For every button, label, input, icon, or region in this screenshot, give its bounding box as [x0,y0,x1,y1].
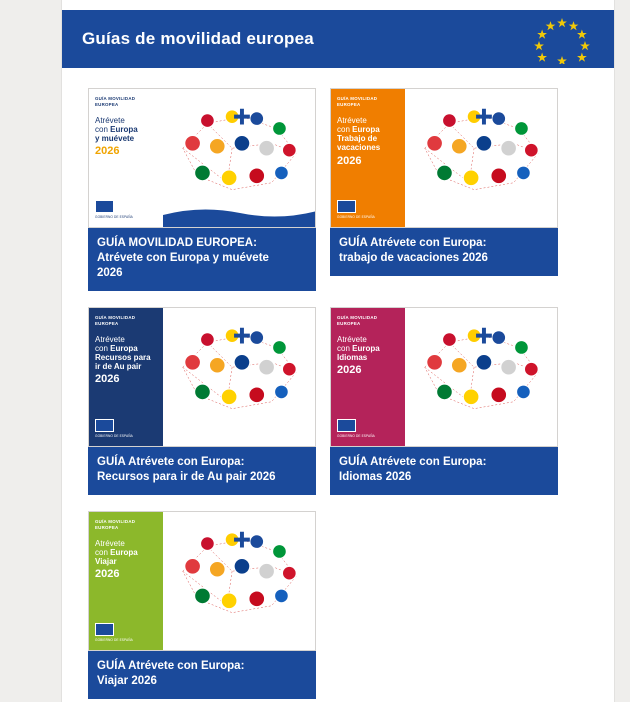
cover-illustration [163,512,315,650]
cover-year: 2026 [337,154,362,167]
content-panel [62,0,614,702]
cover-line3: Recursos para ir de Au pair [95,353,151,372]
cover-line2 [95,125,157,134]
cover-line1: Atrévete [95,334,125,344]
cover-title-panel [331,89,405,227]
caption-line: Recursos para ir de Au pair 2026 [97,470,276,483]
caption-line: GUÍA MOVILIDAD EUROPEA: [97,237,257,249]
caption-line: trabajo de vacaciones 2026 [339,251,488,264]
caption-line: GUÍA Atrévete con Europa: [339,455,487,468]
page-header [62,10,614,68]
cover-year: 2026 [95,373,120,386]
cover-title-panel [89,89,163,227]
cover-year: 2026 [337,364,362,377]
eu-flag-icon [337,419,356,432]
cover-line2-prefix: con [95,125,111,135]
cover-line2 [337,125,399,134]
guide-cover[interactable] [330,307,558,447]
cover-year: 2026 [95,145,120,158]
cover-line2-bold: Europa [110,343,138,353]
eu-flag-icon [95,200,114,213]
caption-line: GUÍA Atrévete con Europa: [339,237,487,249]
eu-flag-icon [95,623,114,636]
page-title: Guías de movilidad europea [82,29,314,48]
cover-line2-bold: Europa [110,547,138,557]
guide-cover[interactable] [88,307,316,447]
guide-cover[interactable] [88,511,316,651]
guide-card[interactable] [330,307,558,495]
caption-line: Atrévete con Europa y muévete [97,251,269,264]
guide-caption[interactable] [88,447,316,495]
logo-caption: GOBIERNO DE ESPAÑA [95,637,133,642]
cover-line2 [95,548,157,557]
logo-caption: GOBIERNO DE ESPAÑA [337,214,375,219]
eu-flag-icon [95,419,114,432]
cover-line2 [95,344,157,353]
cover-line2-bold: Europa [352,125,380,135]
guide-caption[interactable] [88,651,316,699]
guide-cover[interactable] [88,88,316,228]
cover-kicker: GUÍA MOVILIDAD EUROPEA [337,96,378,107]
cover-line2-prefix: con [337,125,353,135]
cover-line2-prefix: con [95,343,111,353]
logo-caption: GOBIERNO DE ESPAÑA [337,433,375,438]
cover-illustration [405,308,557,446]
caption-line: GUÍA Atrévete con Europa: [97,659,245,672]
caption-line: Viajar 2026 [97,674,157,687]
cover-illustration [163,308,315,446]
guide-card[interactable] [330,88,558,291]
government-logo [95,623,133,642]
cover-line1: Atrévete [337,334,367,344]
cover-title-panel [331,308,405,446]
cover-line2 [337,344,399,353]
cover-line2-bold: Europa [110,125,138,135]
logo-caption: GOBIERNO DE ESPAÑA [95,214,133,219]
logo-caption: GOBIERNO DE ESPAÑA [95,433,133,438]
cover-line2-prefix: con [337,343,353,353]
cover-kicker: GUÍA MOVILIDAD EUROPEA [95,314,136,326]
cover-line3: Trabajo de vacaciones [337,134,381,153]
cover-kicker: GUÍA MOVILIDAD EUROPEA [95,96,136,107]
cover-title-panel [89,512,163,650]
guide-card[interactable] [88,511,316,699]
government-logo [337,419,375,438]
guide-caption[interactable] [330,447,558,495]
cover-line1: Atrévete [337,115,367,125]
cover-kicker: GUÍA MOVILIDAD EUROPEA [337,314,378,326]
guide-card[interactable] [88,307,316,495]
cover-line2-prefix: con [95,547,111,557]
cover-line2-bold: Europa [352,343,380,353]
cover-line3: Viajar [95,556,117,566]
guide-cover[interactable] [330,88,558,228]
cover-title-panel [89,308,163,446]
caption-line: GUÍA Atrévete con Europa: [97,455,245,468]
government-logo [337,200,375,219]
cover-line3: Idiomas [337,353,368,363]
cover-illustration [405,89,557,227]
government-logo [95,200,133,219]
cover-year: 2026 [95,568,120,581]
guides-grid [88,88,592,699]
cover-line3: y muévete [95,134,135,144]
guide-card[interactable] [88,88,316,291]
cover-illustration [163,89,315,227]
eu-stars-icon [526,14,598,64]
guide-caption[interactable] [330,228,558,276]
caption-line: 2026 [97,266,123,279]
cover-line1: Atrévete [95,538,125,548]
cover-kicker: GUÍA MOVILIDAD EUROPEA [95,518,136,530]
cover-line1: Atrévete [95,115,125,125]
caption-line: Idiomas 2026 [339,470,412,483]
guide-caption[interactable] [88,228,316,291]
government-logo [95,419,133,438]
eu-flag-icon [337,200,356,213]
